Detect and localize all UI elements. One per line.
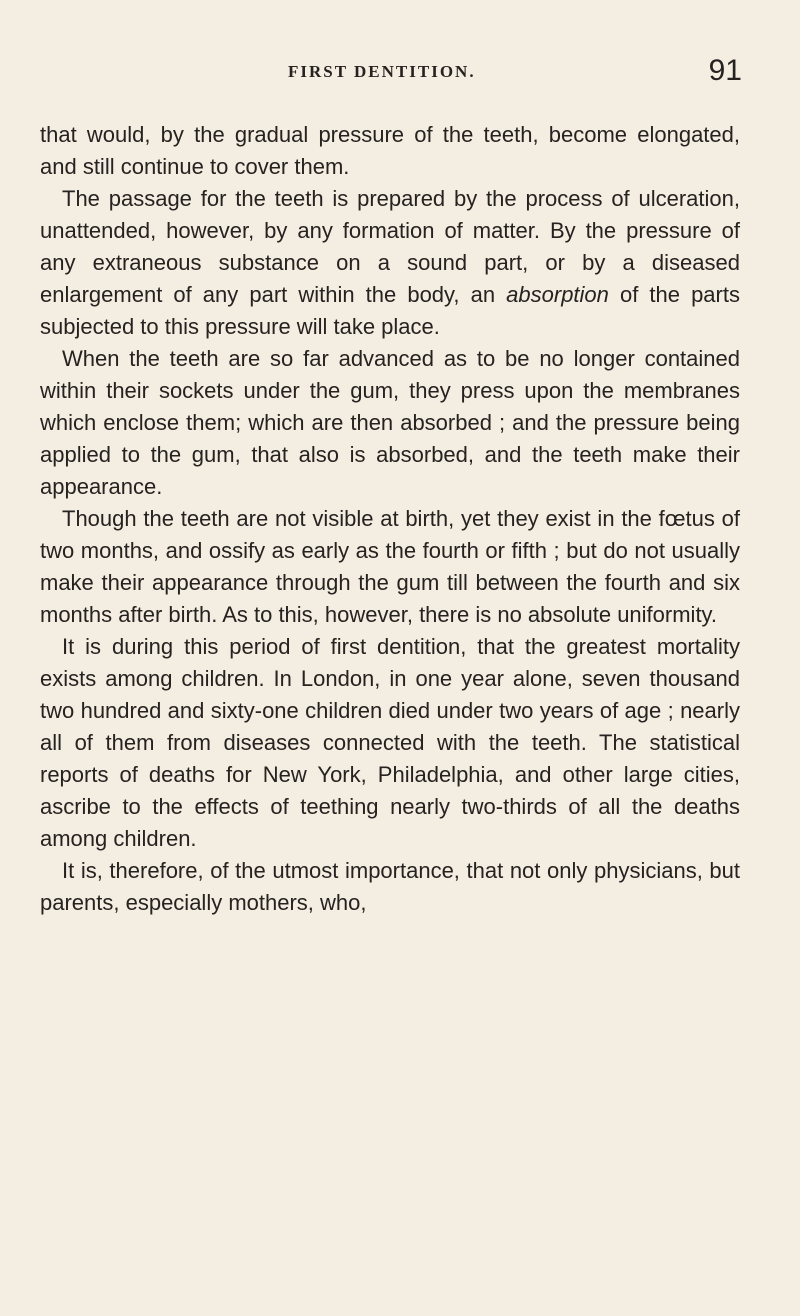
paragraph-absorption: When the teeth are so far advanced as to be no longer contained within their sockets under the gum, they press upon the membranes which enclose them; which are then absorbed ; and the pressure being applied to the gum, that also is absorbed, and the teeth make their appearance. (40, 346, 740, 499)
paragraph-mortality: It is during this period of first dentition, that the greatest mortality exists among children. In London, in one year alone, seven thousand two hundred and sixty-one children died under two years of age ; nearly all of them from diseases connected with the teeth. The statistical reports of deaths for New York, Philadelphia, and other large cities, ascribe to the effects of teething nearly two-thirds of all the deaths among children. (40, 634, 740, 851)
emphasized-term: absorption (506, 282, 609, 307)
body-text (40, 119, 740, 919)
paragraph-birth: Though the teeth are not visible at birth, yet they exist in the fœtus of two months, and ossify as early as the fourth or fifth ; but do not usually make their appearance through the gum till between the fourth and six months after birth. As to this, however, there is no absolute uniformity. (40, 506, 740, 627)
page-number: 91 (708, 54, 742, 87)
paragraph-importance: It is, therefore, of the utmost importance, that not only physicians, but parents, especially mothers, who, (40, 858, 740, 915)
paragraph-ulceration (40, 183, 740, 343)
paragraph-continuation: that would, by the gradual pressure of the teeth, become elongated, and still continue to cover them. (40, 122, 740, 179)
running-head (40, 56, 740, 96)
paragraph-text: of the parts subjected to this pressure will take place. (40, 282, 740, 339)
paragraph-text: The passage for the teeth is prepared by the process of ulceration, unattended, however, by any formation of matter. By the pressure of any extraneous substance on a sound part, or by a diseased enlargement of any part within the body, an (40, 186, 740, 307)
running-title: FIRST DENTITION. (288, 62, 476, 81)
book-page (40, 56, 740, 919)
